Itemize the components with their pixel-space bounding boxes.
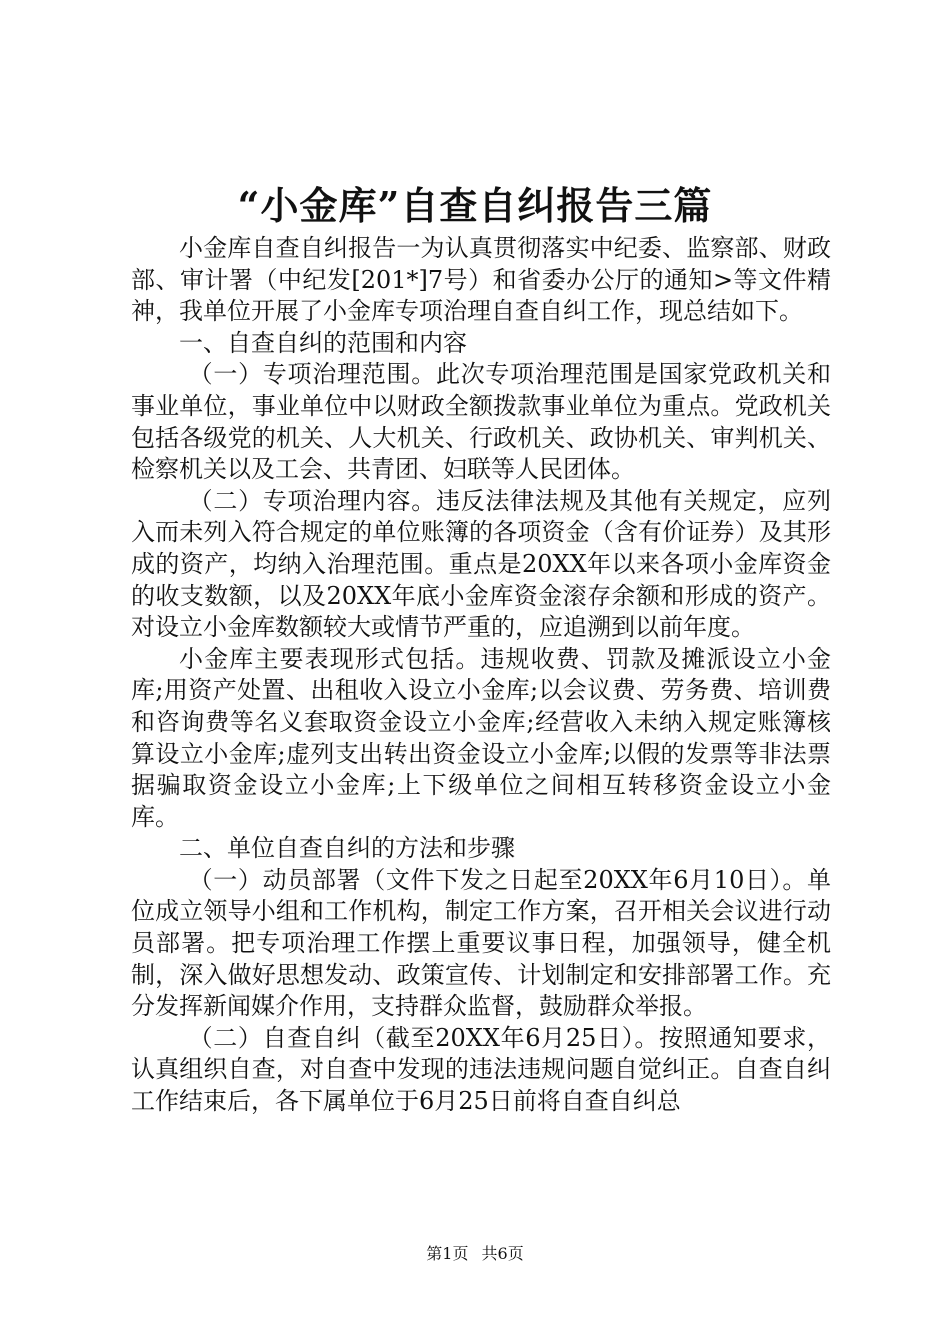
- paragraph-intro: 小金库自查自纠报告一为认真贯彻落实中纪委、监察部、财政部、审计署（中纪发[201*]7号）和省委办公厅的通知>等文件精神，我单位开展了小金库专项治理自查自纠工作，现总结如下。: [131, 234, 831, 326]
- paragraph-mobilization: （一）动员部署（文件下发之日起至20XX年6月10日）。单位成立领导小组和工作机构，制定工作方案，召开相关会议进行动员部署。把专项治理工作摆上重要议事日程，加强领导，健全机制，深入做好思想发动、政策宣传、计划制定和安排部署工作。充分发挥新闻媒介作用，支持群众监督，鼓励群众举报。: [131, 865, 831, 1021]
- paragraph-self-check: （二）自查自纠（截至20XX年6月25日）。按照通知要求，认真组织自查，对自查中发现的违法违规问题自觉纠正。自查自纠工作结束后，各下属单位于6月25日前将自查自纠总: [131, 1023, 831, 1116]
- page-number: 第1页: [426, 1244, 469, 1263]
- document-body: [131, 233, 831, 1118]
- section-heading-2: 二、单位自查自纠的方法和步骤: [179, 834, 515, 863]
- document-title: “小金库”自查自纠报告三篇: [237, 183, 713, 228]
- paragraph-scope: （一）专项治理范围。此次专项治理范围是国家党政机关和事业单位，事业单位中以财政全额拨款事业单位为重点。党政机关包括各级党的机关、人大机关、行政机关、政协机关、审判机关、检察机关以及工会、共青团、妇联等人民团体。: [131, 360, 831, 484]
- page-total: 共6页: [481, 1244, 524, 1263]
- page-footer: [0, 1243, 950, 1265]
- paragraph-forms: 小金库主要表现形式包括。违规收费、罚款及摊派设立小金库;用资产处置、出租收入设立小金库;以会议费、劳务费、培训费和咨询费等名义套取资金设立小金库;经营收入未纳入规定账簿核算设立小金库;虚列支出转出资金设立小金库;以假的发票等非法票据骗取资金设立小金库;上下级单位之间相互转移资金设立小金库。: [131, 644, 831, 831]
- section-heading-1: 一、自查自纠的范围和内容: [179, 328, 467, 357]
- paragraph-content: （二）专项治理内容。违反法律法规及其他有关规定，应列入而未列入符合规定的单位账簿的各项资金（含有价证券）及其形成的资产，均纳入治理范围。重点是20XX年以来各项小金库资金的收支数额，以及20XX年底小金库资金滚存余额和形成的资产。对设立小金库数额较大或情节严重的，应追溯到以前年度。: [131, 486, 831, 642]
